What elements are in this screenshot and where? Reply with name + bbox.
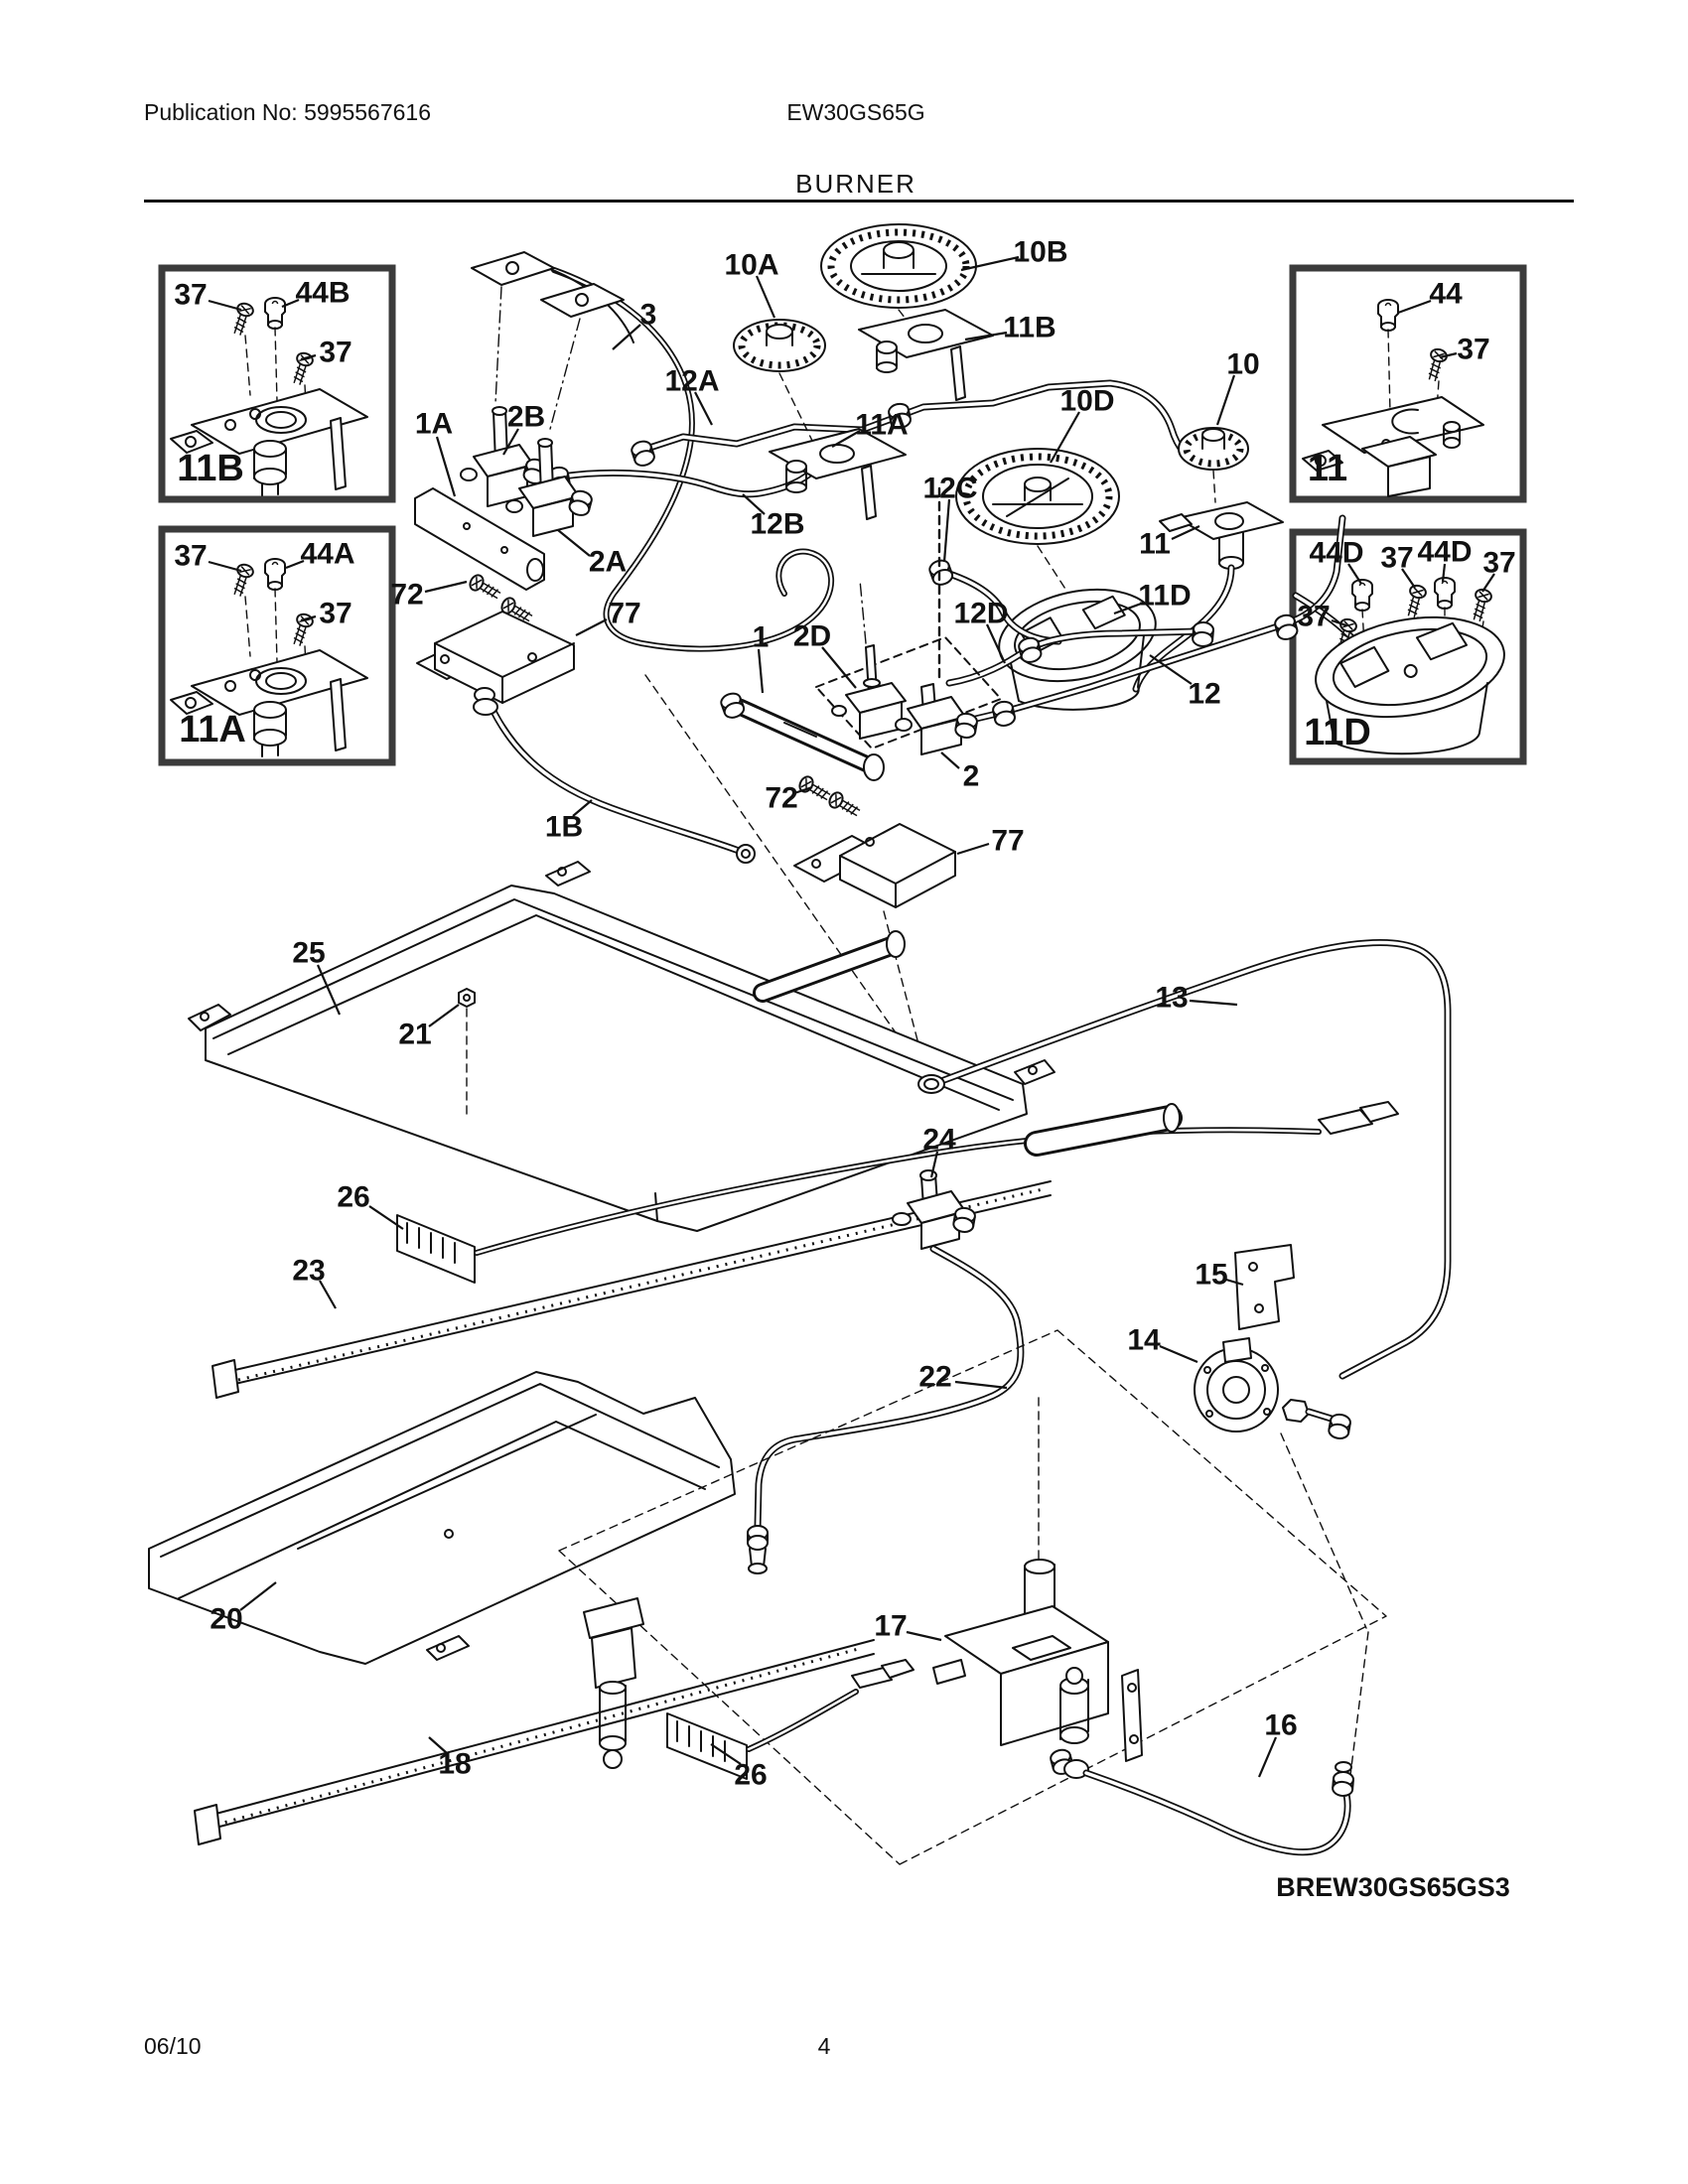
leader-line-12C	[944, 499, 949, 562]
callout-1: 1	[752, 620, 770, 654]
gas-pipe-16	[1050, 1748, 1354, 1852]
callout-11: 11	[1307, 448, 1348, 489]
leader-line-77	[957, 844, 989, 854]
callout-37: 37	[1482, 546, 1516, 580]
callout-12: 12	[1188, 677, 1221, 711]
callout-12C: 12C	[922, 472, 978, 505]
callout-44A: 44A	[300, 537, 355, 571]
callout-11B: 11B	[177, 448, 244, 489]
callout-26: 26	[734, 1758, 768, 1792]
igniter-26-lower	[667, 1660, 914, 1779]
leader-line-2A	[558, 530, 590, 556]
callout-3: 3	[639, 298, 657, 332]
callout-2: 2	[962, 759, 980, 793]
callout-44D: 44D	[1309, 536, 1364, 570]
leader-line-2	[941, 752, 959, 768]
callout-10D: 10D	[1059, 384, 1115, 418]
callout-10: 10	[1226, 347, 1260, 381]
callout-37: 37	[1457, 333, 1490, 366]
callout-37: 37	[1380, 541, 1414, 575]
leader-line-37	[209, 562, 241, 571]
callout-18: 18	[438, 1747, 472, 1781]
leader-line-14	[1160, 1346, 1197, 1362]
callout-37: 37	[319, 597, 352, 630]
callout-12B: 12B	[750, 507, 805, 541]
callout-44D: 44D	[1417, 535, 1473, 569]
diagram-code: BREW30GS65GS3	[1276, 1872, 1510, 1902]
callout-77: 77	[991, 824, 1025, 858]
gas-valve-24	[893, 1170, 976, 1249]
callout-11B: 11B	[1003, 311, 1056, 344]
callout-15: 15	[1195, 1258, 1228, 1292]
leader-line-22	[955, 1382, 1007, 1388]
callout-2D: 2D	[792, 619, 832, 653]
callout-13: 13	[1155, 981, 1189, 1015]
callout-1B: 1B	[544, 810, 584, 844]
callout-72: 72	[390, 578, 424, 612]
leader-line-37	[209, 301, 241, 310]
leader-line-44	[1398, 301, 1431, 313]
callout-11A: 11A	[179, 709, 246, 751]
leader-line-2D	[822, 647, 856, 688]
callout-21: 21	[398, 1018, 432, 1051]
bracket-77-left	[417, 612, 574, 703]
callout-12D: 12D	[953, 597, 1009, 630]
callout-37: 37	[174, 539, 208, 573]
orifice-holder-11b-main	[859, 310, 993, 400]
callout-22: 22	[918, 1360, 952, 1394]
callout-72: 72	[765, 781, 798, 815]
callout-25: 25	[292, 936, 326, 970]
leader-line-13	[1190, 1001, 1237, 1005]
gas-pipe-22	[748, 1249, 1021, 1573]
callout-11A: 11A	[855, 408, 909, 442]
callout-17: 17	[874, 1609, 908, 1643]
callout-11D: 11D	[1304, 712, 1371, 753]
callout-10B: 10B	[1013, 235, 1068, 269]
safety-valve-17	[933, 1398, 1142, 1761]
callout-16: 16	[1264, 1708, 1298, 1742]
screws-72-tube	[797, 774, 863, 820]
callout-37: 37	[1297, 600, 1331, 633]
callout-37: 37	[174, 278, 208, 312]
oven-burner-tube-upper	[763, 931, 905, 993]
callout-14: 14	[1127, 1323, 1161, 1357]
callout-23: 23	[292, 1254, 326, 1288]
callout-44B: 44B	[295, 276, 351, 310]
callout-11D: 11D	[1138, 579, 1192, 613]
footer-page-number: 4	[817, 2033, 831, 2059]
leader-line-1	[759, 649, 763, 693]
callout-20: 20	[210, 1602, 243, 1636]
leader-line-17	[907, 1632, 941, 1640]
page-title: BURNER	[795, 169, 916, 199]
callout-77: 77	[608, 597, 641, 630]
model-number: EW30GS65G	[786, 99, 925, 125]
burner-head-10d	[956, 449, 1119, 600]
callout-1A: 1A	[414, 407, 454, 441]
leader-line-16	[1259, 1737, 1276, 1777]
callout-2B: 2B	[506, 400, 546, 434]
leader-line-10A	[757, 276, 774, 318]
leader-line-1A	[437, 437, 455, 496]
callout-37: 37	[319, 336, 352, 369]
leader-line-10	[1217, 375, 1234, 425]
callout-44: 44	[1429, 277, 1463, 311]
pipe-1b	[474, 688, 755, 863]
leader-line-77	[576, 619, 607, 635]
leader-line-72	[425, 582, 467, 592]
publication-number: Publication No: 5995567616	[144, 99, 432, 125]
callout-24: 24	[922, 1123, 956, 1157]
callout-2A: 2A	[588, 545, 628, 579]
burner-head-10	[1179, 428, 1248, 502]
callout-26: 26	[337, 1180, 370, 1214]
callout-12A: 12A	[664, 364, 720, 398]
callout-11: 11	[1139, 527, 1171, 561]
bracket-15	[1235, 1245, 1294, 1329]
footer-date: 06/10	[144, 2033, 202, 2059]
callout-10A: 10A	[724, 248, 779, 282]
bracket-77-right	[794, 824, 955, 907]
